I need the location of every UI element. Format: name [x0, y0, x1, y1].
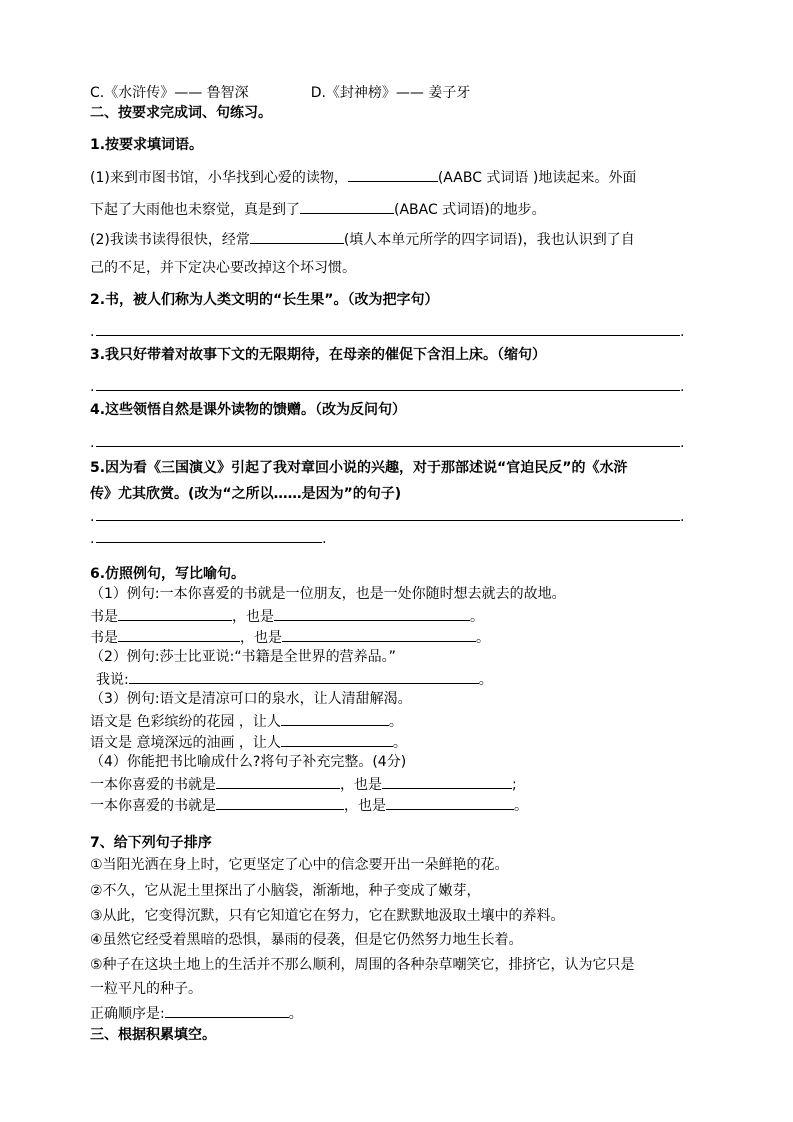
- option-d: D.《封神榜》—— 姜子牙: [310, 85, 471, 101]
- q7-sentence-1: ①当阳光洒在身上时，它更坚定了心中的信念要开出一朵鲜艳的花。: [90, 857, 509, 873]
- q1-blank-2[interactable]: [300, 198, 394, 214]
- q2-answer-line[interactable]: . .: [90, 324, 685, 340]
- q6-example-2: （2）例句:莎士比亚说:“书籍是全世界的营养品。”: [90, 649, 396, 665]
- section-2-title: 二、按要求完成词、句练习。: [90, 105, 272, 121]
- q7-title: 7、给下列句子排序: [90, 835, 212, 851]
- q7-sentence-4: ④虽然它经受着黑暗的恐惧，暴雨的侵袭，但是它仍然努力地生长着。: [90, 932, 523, 948]
- option-c: C.《水浒传》—— 鲁智深: [90, 85, 249, 101]
- section-3-title: 三、根据积累填空。: [90, 1027, 216, 1043]
- q6-blank-6[interactable]: [281, 710, 389, 726]
- q3-title: 3.我只好带着对故事下文的无限期待，在母亲的催促下含泪上床。（缩句）: [90, 347, 547, 363]
- q7-order-line: 正确顺序是: 。: [90, 1002, 303, 1024]
- q4-answer-line[interactable]: . .: [90, 435, 685, 451]
- q7-order-blank[interactable]: [165, 1002, 289, 1018]
- q6-blank-7[interactable]: [281, 731, 393, 747]
- options-line: [90, 83, 470, 103]
- q6-blank-11[interactable]: [386, 794, 514, 810]
- q5-answer-line2[interactable]: . .: [90, 531, 327, 547]
- q1-blank-3[interactable]: [250, 228, 344, 244]
- q1-blank-1[interactable]: [348, 166, 438, 182]
- q7-sentence-5b: 一粒平凡的种子。: [90, 981, 202, 997]
- q6-blank-8[interactable]: [216, 773, 340, 789]
- q6-book-line-2: 书是 ，也是 。: [90, 626, 490, 648]
- q5-title-line1: 5.因为看《三国演义》引起了我对章回小说的兴趣，对于那部述说“官迫民反”的《水浒: [90, 460, 628, 476]
- q1-p1-line1: (1)来到市图书馆，小华找到心爱的读物， (AABC 式词语 )地读起来。外面: [90, 166, 636, 188]
- q4-title: 4.这些领悟自然是课外读物的馈赠。（改为反问句）: [90, 402, 407, 418]
- q6-book-complete-2: 一本你喜爱的书就是 ，也是 。: [90, 794, 528, 816]
- q6-blank-1[interactable]: [118, 605, 232, 621]
- q6-yuwen-line-1: 语文是 色彩缤纷的花园 ，让人 。: [90, 710, 403, 732]
- q6-blank-5[interactable]: [129, 668, 479, 684]
- q5-title-line2: 传》尤其欣赏。(改为“之所以……是因为”的句子): [90, 486, 402, 502]
- q7-sentence-3: ③从此，它变得沉默，只有它知道它在努力，它在默默地汲取土壤中的养料。: [90, 908, 565, 924]
- q6-example-4: （4）你能把书比喻成什么?将句子补充完整。(4分): [90, 754, 407, 770]
- q7-sentence-2: ②不久，它从泥土里探出了小脑袋，渐渐地，种子变成了嫩芽，: [90, 883, 481, 899]
- q1-p1-line2: 下起了大雨他也未察觉，真是到了 (ABAC 式词语)的地步。: [90, 198, 546, 220]
- q1-p2-line2: 己的不足，并下定决心要改掉这个坏习惯。: [90, 260, 356, 276]
- q6-book-complete-1: 一本你喜爱的书就是 ，也是 ;: [90, 773, 517, 795]
- q6-yuwen-line-2: 语文是 意境深远的油画 ，让人 。: [90, 731, 407, 753]
- q7-sentence-5a: ⑤种子在这块土地上的生活并不那么顺利，周围的各种杂草嘲笑它，排挤它，认为它只是: [90, 957, 635, 973]
- q6-blank-9[interactable]: [382, 773, 512, 789]
- q6-title: 6.仿照例句，写比喻句。: [90, 566, 246, 582]
- q6-blank-4[interactable]: [282, 626, 476, 642]
- q6-wo-shuo-line: 我说: 。: [96, 668, 493, 690]
- q6-example-3: （3）例句:语文是清凉可口的泉水，让人清甜解渴。: [90, 691, 412, 707]
- q6-blank-2[interactable]: [274, 605, 470, 621]
- q6-blank-10[interactable]: [216, 794, 344, 810]
- q6-example-1: （1）例句:一本你喜爱的书就是一位朋友，也是一处你随时想去就去的故地。: [90, 586, 566, 602]
- q5-answer-line1[interactable]: . .: [90, 509, 685, 525]
- q1-p2-line1: (2)我读书读得很快，经常 (填人本单元所学的四字词语)，我也认识到了自: [90, 228, 635, 250]
- q3-answer-line[interactable]: . .: [90, 379, 685, 395]
- q1-title: 1.按要求填词语。: [90, 137, 204, 153]
- q2-title: 2.书，被人们称为人类文明的“长生果”。（改为把字句）: [90, 292, 439, 308]
- q6-book-line-1: 书是 ，也是 。: [90, 605, 484, 627]
- q6-blank-3[interactable]: [118, 626, 240, 642]
